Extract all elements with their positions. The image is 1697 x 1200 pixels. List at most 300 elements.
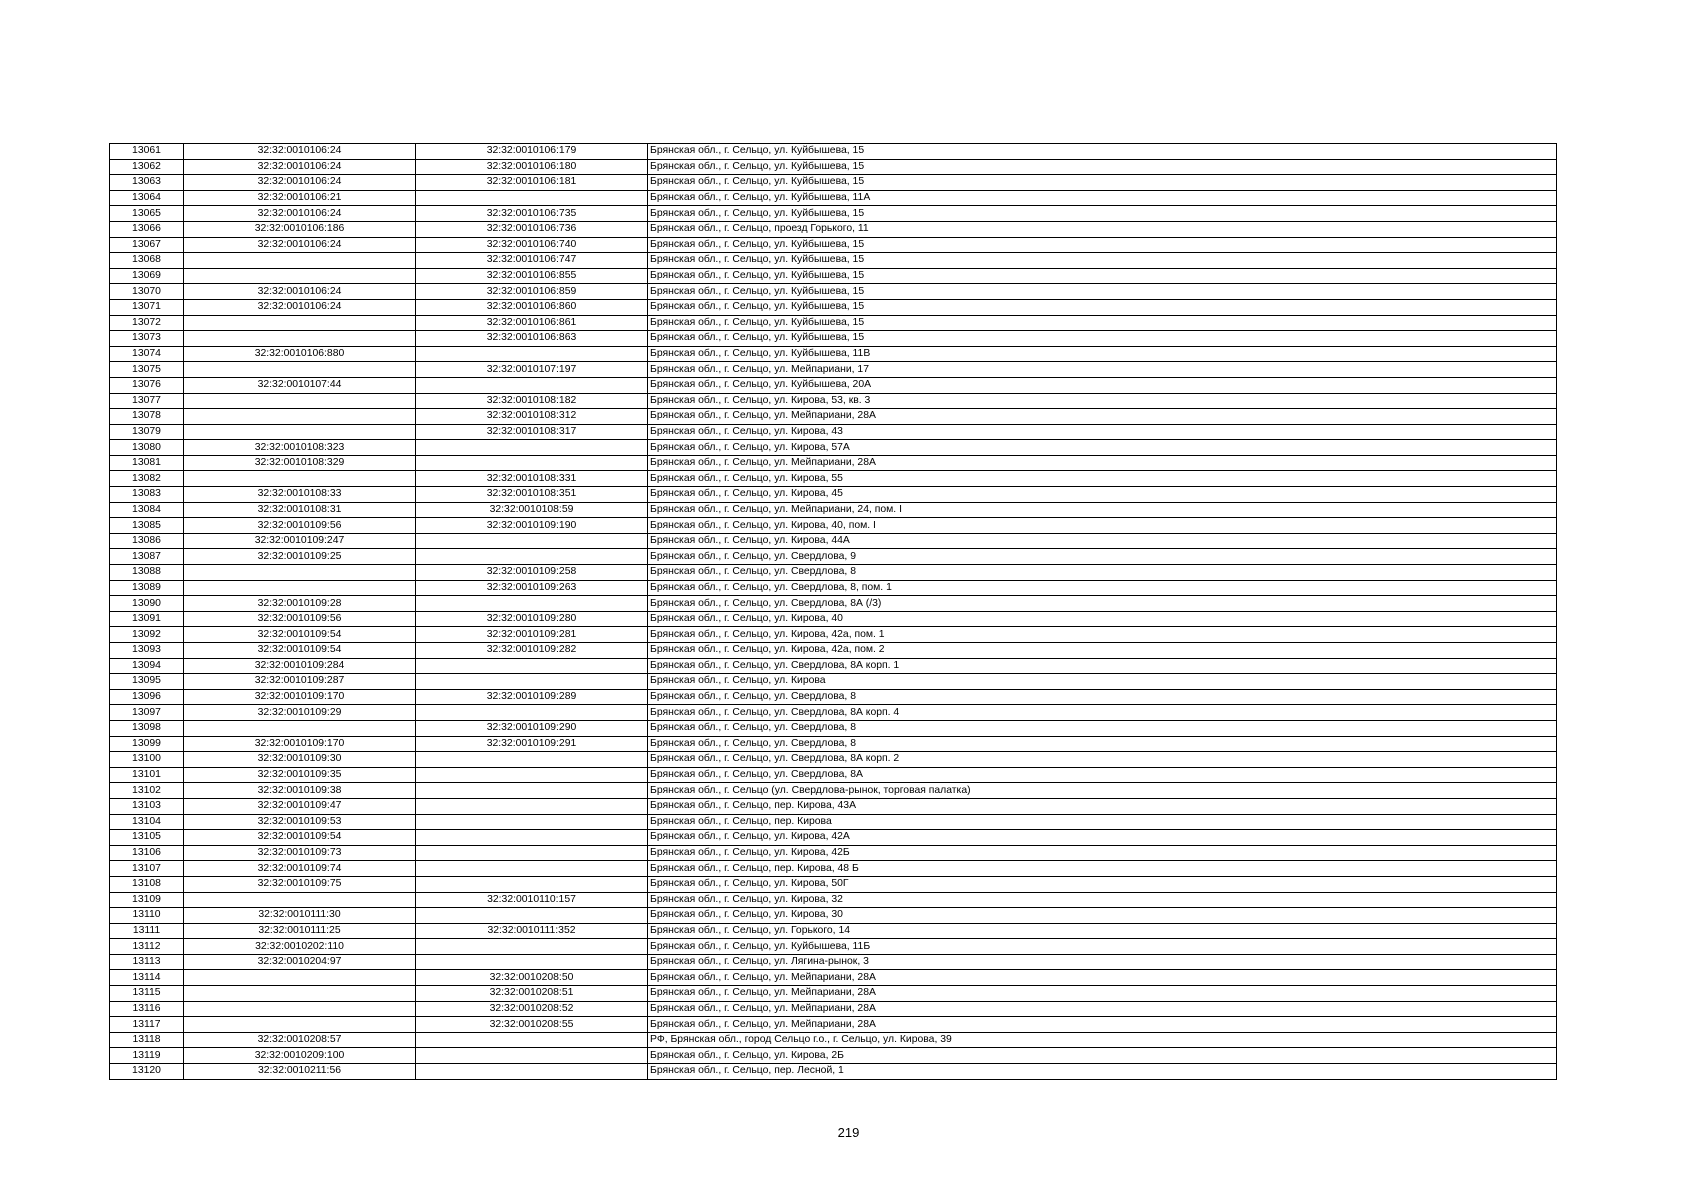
land-plot-number-cell: 32:32:0010108:31 bbox=[184, 502, 416, 518]
address-cell: Брянская обл., г. Сельцо, ул. Куйбышева, 15 bbox=[648, 159, 1557, 175]
address-cell: Брянская обл., г. Сельцо, ул. Кирова, 45 bbox=[648, 487, 1557, 503]
object-number-cell: 32:32:0010109:281 bbox=[416, 627, 648, 643]
address-cell: Брянская обл., г. Сельцо, ул. Куйбышева, 11В bbox=[648, 346, 1557, 362]
land-plot-number-cell: 32:32:0010109:54 bbox=[184, 643, 416, 659]
land-plot-number-cell: 32:32:0010109:28 bbox=[184, 596, 416, 612]
object-number-cell: 32:32:0010108:312 bbox=[416, 409, 648, 425]
table-row bbox=[110, 845, 1557, 861]
land-plot-number-cell: 32:32:0010108:329 bbox=[184, 455, 416, 471]
object-number-cell: 32:32:0010106:181 bbox=[416, 175, 648, 191]
row-number-cell: 13079 bbox=[110, 424, 184, 440]
table-row bbox=[110, 674, 1557, 690]
row-number-cell: 13077 bbox=[110, 393, 184, 409]
object-number-cell: 32:32:0010107:197 bbox=[416, 362, 648, 378]
table-row bbox=[110, 487, 1557, 503]
land-plot-number-cell: 32:32:0010109:247 bbox=[184, 533, 416, 549]
land-plot-number-cell: 32:32:0010111:30 bbox=[184, 908, 416, 924]
land-plot-number-cell bbox=[184, 580, 416, 596]
object-number-cell: 32:32:0010106:180 bbox=[416, 159, 648, 175]
land-plot-number-cell bbox=[184, 986, 416, 1002]
land-plot-number-cell: 32:32:0010204:97 bbox=[184, 954, 416, 970]
object-number-cell bbox=[416, 767, 648, 783]
row-number-cell: 13083 bbox=[110, 487, 184, 503]
table-row bbox=[110, 1048, 1557, 1064]
table-row bbox=[110, 1064, 1557, 1080]
row-number-cell: 13065 bbox=[110, 206, 184, 222]
table-row bbox=[110, 783, 1557, 799]
object-number-cell: 32:32:0010106:863 bbox=[416, 331, 648, 347]
table-row bbox=[110, 424, 1557, 440]
address-cell: Брянская обл., г. Сельцо, ул. Горького, 14 bbox=[648, 923, 1557, 939]
row-number-cell: 13107 bbox=[110, 861, 184, 877]
object-number-cell: 32:32:0010108:331 bbox=[416, 471, 648, 487]
object-number-cell: 32:32:0010109:291 bbox=[416, 736, 648, 752]
table-row bbox=[110, 409, 1557, 425]
land-plot-number-cell: 32:32:0010208:57 bbox=[184, 1032, 416, 1048]
land-plot-number-cell: 32:32:0010106:880 bbox=[184, 346, 416, 362]
row-number-cell: 13071 bbox=[110, 299, 184, 315]
object-number-cell: 32:32:0010109:290 bbox=[416, 720, 648, 736]
land-plot-number-cell: 32:32:0010106:24 bbox=[184, 175, 416, 191]
object-number-cell: 32:32:0010106:736 bbox=[416, 221, 648, 237]
address-cell: Брянская обл., г. Сельцо, ул. Свердлова, 8 bbox=[648, 565, 1557, 581]
table-row bbox=[110, 533, 1557, 549]
land-plot-number-cell: 32:32:0010109:56 bbox=[184, 518, 416, 534]
table-row bbox=[110, 814, 1557, 830]
row-number-cell: 13069 bbox=[110, 268, 184, 284]
row-number-cell: 13062 bbox=[110, 159, 184, 175]
object-number-cell: 32:32:0010109:282 bbox=[416, 643, 648, 659]
row-number-cell: 13115 bbox=[110, 986, 184, 1002]
address-cell: Брянская обл., г. Сельцо, ул. Свердлова, 8 bbox=[648, 689, 1557, 705]
address-cell: Брянская обл., г. Сельцо, ул. Кирова, 42А bbox=[648, 830, 1557, 846]
land-plot-number-cell: 32:32:0010108:323 bbox=[184, 440, 416, 456]
address-cell: Брянская обл., г. Сельцо, ул. Куйбышева, 15 bbox=[648, 175, 1557, 191]
land-plot-number-cell: 32:32:0010109:30 bbox=[184, 752, 416, 768]
table-row bbox=[110, 331, 1557, 347]
object-number-cell bbox=[416, 346, 648, 362]
object-number-cell: 32:32:0010108:182 bbox=[416, 393, 648, 409]
row-number-cell: 13085 bbox=[110, 518, 184, 534]
address-cell: Брянская обл., г. Сельцо, ул. Кирова, 40 bbox=[648, 611, 1557, 627]
land-plot-number-cell: 32:32:0010109:74 bbox=[184, 861, 416, 877]
land-plot-number-cell: 32:32:0010109:73 bbox=[184, 845, 416, 861]
object-number-cell bbox=[416, 798, 648, 814]
object-number-cell: 32:32:0010208:55 bbox=[416, 1017, 648, 1033]
object-number-cell bbox=[416, 596, 648, 612]
object-number-cell: 32:32:0010208:51 bbox=[416, 986, 648, 1002]
address-cell: Брянская обл., г. Сельцо, ул. Мейпариани, 28А bbox=[648, 970, 1557, 986]
land-plot-number-cell: 32:32:0010211:56 bbox=[184, 1064, 416, 1080]
object-number-cell: 32:32:0010108:59 bbox=[416, 502, 648, 518]
land-plot-number-cell: 32:32:0010106:24 bbox=[184, 237, 416, 253]
table-row bbox=[110, 315, 1557, 331]
table-row bbox=[110, 284, 1557, 300]
address-cell: Брянская обл., г. Сельцо, ул. Мейпариани, 17 bbox=[648, 362, 1557, 378]
land-plot-number-cell bbox=[184, 331, 416, 347]
object-number-cell bbox=[416, 674, 648, 690]
row-number-cell: 13103 bbox=[110, 798, 184, 814]
address-cell: Брянская обл., г. Сельцо, ул. Кирова, 57А bbox=[648, 440, 1557, 456]
registry-table bbox=[109, 143, 1557, 1080]
table-row bbox=[110, 393, 1557, 409]
address-cell: Брянская обл., г. Сельцо, ул. Куйбышева, 15 bbox=[648, 206, 1557, 222]
table-row bbox=[110, 736, 1557, 752]
table-row bbox=[110, 175, 1557, 191]
row-number-cell: 13088 bbox=[110, 565, 184, 581]
object-number-cell: 32:32:0010106:740 bbox=[416, 237, 648, 253]
land-plot-number-cell: 32:32:0010202:110 bbox=[184, 939, 416, 955]
land-plot-number-cell bbox=[184, 315, 416, 331]
address-cell: Брянская обл., г. Сельцо, ул. Кирова, 42а, пом. 1 bbox=[648, 627, 1557, 643]
address-cell: Брянская обл., г. Сельцо, ул. Кирова, 32 bbox=[648, 892, 1557, 908]
object-number-cell: 32:32:0010106:861 bbox=[416, 315, 648, 331]
table-row bbox=[110, 861, 1557, 877]
row-number-cell: 13089 bbox=[110, 580, 184, 596]
row-number-cell: 13118 bbox=[110, 1032, 184, 1048]
row-number-cell: 13070 bbox=[110, 284, 184, 300]
row-number-cell: 13116 bbox=[110, 1001, 184, 1017]
object-number-cell: 32:32:0010110:157 bbox=[416, 892, 648, 908]
address-cell: Брянская обл., г. Сельцо, ул. Свердлова, 8А корп. 1 bbox=[648, 658, 1557, 674]
row-number-cell: 13113 bbox=[110, 954, 184, 970]
address-cell: Брянская обл., г. Сельцо, ул. Кирова, 53, кв. 3 bbox=[648, 393, 1557, 409]
address-cell: Брянская обл., г. Сельцо, ул. Кирова, 42а, пом. 2 bbox=[648, 643, 1557, 659]
address-cell: Брянская обл., г. Сельцо, ул. Кирова, 43 bbox=[648, 424, 1557, 440]
table-row bbox=[110, 689, 1557, 705]
object-number-cell bbox=[416, 705, 648, 721]
table-row bbox=[110, 720, 1557, 736]
row-number-cell: 13104 bbox=[110, 814, 184, 830]
table-row bbox=[110, 190, 1557, 206]
object-number-cell bbox=[416, 908, 648, 924]
object-number-cell: 32:32:0010106:855 bbox=[416, 268, 648, 284]
registry-table-body bbox=[110, 144, 1557, 1080]
address-cell: Брянская обл., г. Сельцо, ул. Мейпариани, 28А bbox=[648, 986, 1557, 1002]
address-cell: Брянская обл., г. Сельцо, ул. Кирова, 42Б bbox=[648, 845, 1557, 861]
row-number-cell: 13092 bbox=[110, 627, 184, 643]
land-plot-number-cell bbox=[184, 268, 416, 284]
row-number-cell: 13105 bbox=[110, 830, 184, 846]
object-number-cell bbox=[416, 533, 648, 549]
address-cell: Брянская обл., г. Сельцо, ул. Свердлова, 8 bbox=[648, 720, 1557, 736]
row-number-cell: 13084 bbox=[110, 502, 184, 518]
land-plot-number-cell: 32:32:0010109:54 bbox=[184, 830, 416, 846]
land-plot-number-cell: 32:32:0010109:75 bbox=[184, 876, 416, 892]
row-number-cell: 13087 bbox=[110, 549, 184, 565]
object-number-cell bbox=[416, 783, 648, 799]
object-number-cell bbox=[416, 830, 648, 846]
table-row bbox=[110, 908, 1557, 924]
land-plot-number-cell: 32:32:0010106:24 bbox=[184, 144, 416, 160]
row-number-cell: 13097 bbox=[110, 705, 184, 721]
object-number-cell bbox=[416, 1032, 648, 1048]
object-number-cell: 32:32:0010208:50 bbox=[416, 970, 648, 986]
address-cell: Брянская обл., г. Сельцо, пер. Лесной, 1 bbox=[648, 1064, 1557, 1080]
table-row bbox=[110, 580, 1557, 596]
object-number-cell bbox=[416, 440, 648, 456]
land-plot-number-cell: 32:32:0010106:24 bbox=[184, 284, 416, 300]
table-row bbox=[110, 565, 1557, 581]
object-number-cell bbox=[416, 549, 648, 565]
object-number-cell: 32:32:0010109:258 bbox=[416, 565, 648, 581]
land-plot-number-cell: 32:32:0010106:21 bbox=[184, 190, 416, 206]
address-cell: Брянская обл., г. Сельцо, ул. Кирова, 55 bbox=[648, 471, 1557, 487]
table-row bbox=[110, 268, 1557, 284]
address-cell: Брянская обл., г. Сельцо, ул. Мейпариани, 28А bbox=[648, 409, 1557, 425]
row-number-cell: 13098 bbox=[110, 720, 184, 736]
row-number-cell: 13100 bbox=[110, 752, 184, 768]
address-cell: Брянская обл., г. Сельцо, ул. Мейпариани, 28А bbox=[648, 455, 1557, 471]
object-number-cell bbox=[416, 190, 648, 206]
object-number-cell bbox=[416, 1048, 648, 1064]
land-plot-number-cell: 32:32:0010109:29 bbox=[184, 705, 416, 721]
address-cell: Брянская обл., г. Сельцо, ул. Куйбышева, 15 bbox=[648, 299, 1557, 315]
page-number: 219 bbox=[837, 1125, 860, 1140]
land-plot-number-cell bbox=[184, 471, 416, 487]
address-cell: РФ, Брянская обл., город Сельцо г.о., г. Сельцо, ул. Кирова, 39 bbox=[648, 1032, 1557, 1048]
row-number-cell: 13075 bbox=[110, 362, 184, 378]
object-number-cell: 32:32:0010108:317 bbox=[416, 424, 648, 440]
land-plot-number-cell: 32:32:0010106:24 bbox=[184, 299, 416, 315]
table-row bbox=[110, 159, 1557, 175]
row-number-cell: 13061 bbox=[110, 144, 184, 160]
object-number-cell: 32:32:0010108:351 bbox=[416, 487, 648, 503]
row-number-cell: 13091 bbox=[110, 611, 184, 627]
land-plot-number-cell: 32:32:0010109:35 bbox=[184, 767, 416, 783]
land-plot-number-cell bbox=[184, 253, 416, 269]
table-row bbox=[110, 221, 1557, 237]
address-cell: Брянская обл., г. Сельцо, ул. Куйбышева, 15 bbox=[648, 253, 1557, 269]
table-row bbox=[110, 1017, 1557, 1033]
address-cell: Брянская обл., г. Сельцо, пер. Кирова, 43А bbox=[648, 798, 1557, 814]
address-cell: Брянская обл., г. Сельцо, ул. Куйбышева, 15 bbox=[648, 144, 1557, 160]
table-row bbox=[110, 627, 1557, 643]
land-plot-number-cell: 32:32:0010109:287 bbox=[184, 674, 416, 690]
object-number-cell: 32:32:0010109:280 bbox=[416, 611, 648, 627]
row-number-cell: 13080 bbox=[110, 440, 184, 456]
object-number-cell: 32:32:0010109:289 bbox=[416, 689, 648, 705]
row-number-cell: 13066 bbox=[110, 221, 184, 237]
table-row bbox=[110, 798, 1557, 814]
table-row bbox=[110, 549, 1557, 565]
object-number-cell bbox=[416, 939, 648, 955]
land-plot-number-cell: 32:32:0010109:54 bbox=[184, 627, 416, 643]
table-row bbox=[110, 502, 1557, 518]
row-number-cell: 13093 bbox=[110, 643, 184, 659]
row-number-cell: 13086 bbox=[110, 533, 184, 549]
address-cell: Брянская обл., г. Сельцо, ул. Свердлова, 8А корп. 4 bbox=[648, 705, 1557, 721]
table-row bbox=[110, 939, 1557, 955]
land-plot-number-cell bbox=[184, 1017, 416, 1033]
row-number-cell: 13094 bbox=[110, 658, 184, 674]
address-cell: Брянская обл., г. Сельцо, ул. Куйбышева, 15 bbox=[648, 237, 1557, 253]
row-number-cell: 13102 bbox=[110, 783, 184, 799]
row-number-cell: 13090 bbox=[110, 596, 184, 612]
row-number-cell: 13114 bbox=[110, 970, 184, 986]
table-row bbox=[110, 377, 1557, 393]
address-cell: Брянская обл., г. Сельцо, ул. Свердлова, 8А (/3) bbox=[648, 596, 1557, 612]
object-number-cell: 32:32:0010111:352 bbox=[416, 923, 648, 939]
address-cell: Брянская обл., г. Сельцо, ул. Кирова, 2Б bbox=[648, 1048, 1557, 1064]
object-number-cell bbox=[416, 455, 648, 471]
row-number-cell: 13110 bbox=[110, 908, 184, 924]
address-cell: Брянская обл., г. Сельцо, ул. Куйбышева, 15 bbox=[648, 284, 1557, 300]
address-cell: Брянская обл., г. Сельцо, ул. Кирова bbox=[648, 674, 1557, 690]
table-row bbox=[110, 518, 1557, 534]
object-number-cell bbox=[416, 752, 648, 768]
table-row bbox=[110, 1032, 1557, 1048]
row-number-cell: 13081 bbox=[110, 455, 184, 471]
object-number-cell bbox=[416, 861, 648, 877]
land-plot-number-cell bbox=[184, 565, 416, 581]
address-cell: Брянская обл., г. Сельцо, ул. Свердлова, 8, пом. 1 bbox=[648, 580, 1557, 596]
table-row bbox=[110, 237, 1557, 253]
address-cell: Брянская обл., г. Сельцо, пер. Кирова bbox=[648, 814, 1557, 830]
table-row bbox=[110, 923, 1557, 939]
row-number-cell: 13101 bbox=[110, 767, 184, 783]
address-cell: Брянская обл., г. Сельцо, ул. Куйбышева, 11Б bbox=[648, 939, 1557, 955]
object-number-cell: 32:32:0010106:747 bbox=[416, 253, 648, 269]
table-row bbox=[110, 767, 1557, 783]
table-row bbox=[110, 471, 1557, 487]
address-cell: Брянская обл., г. Сельцо, ул. Кирова, 40, пом. I bbox=[648, 518, 1557, 534]
address-cell: Брянская обл., г. Сельцо, ул. Куйбышева, 11А bbox=[648, 190, 1557, 206]
row-number-cell: 13064 bbox=[110, 190, 184, 206]
address-cell: Брянская обл., г. Сельцо, проезд Горького, 11 bbox=[648, 221, 1557, 237]
land-plot-number-cell bbox=[184, 362, 416, 378]
object-number-cell bbox=[416, 845, 648, 861]
address-cell: Брянская обл., г. Сельцо, пер. Кирова, 48 Б bbox=[648, 861, 1557, 877]
table-row bbox=[110, 440, 1557, 456]
row-number-cell: 13099 bbox=[110, 736, 184, 752]
address-cell: Брянская обл., г. Сельцо, ул. Свердлова, 8А bbox=[648, 767, 1557, 783]
land-plot-number-cell: 32:32:0010109:56 bbox=[184, 611, 416, 627]
table-row bbox=[110, 144, 1557, 160]
table-row bbox=[110, 206, 1557, 222]
land-plot-number-cell: 32:32:0010106:24 bbox=[184, 159, 416, 175]
table-row bbox=[110, 830, 1557, 846]
table-row bbox=[110, 970, 1557, 986]
object-number-cell bbox=[416, 954, 648, 970]
land-plot-number-cell: 32:32:0010107:44 bbox=[184, 377, 416, 393]
address-cell: Брянская обл., г. Сельцо, ул. Мейпариани, 28А bbox=[648, 1001, 1557, 1017]
address-cell: Брянская обл., г. Сельцо, ул. Кирова, 30 bbox=[648, 908, 1557, 924]
row-number-cell: 13067 bbox=[110, 237, 184, 253]
row-number-cell: 13120 bbox=[110, 1064, 184, 1080]
object-number-cell: 32:32:0010106:860 bbox=[416, 299, 648, 315]
land-plot-number-cell: 32:32:0010109:170 bbox=[184, 736, 416, 752]
land-plot-number-cell: 32:32:0010108:33 bbox=[184, 487, 416, 503]
table-row bbox=[110, 643, 1557, 659]
address-cell: Брянская обл., г. Сельцо (ул. Свердлова-рынок, торговая палатка) bbox=[648, 783, 1557, 799]
table-row bbox=[110, 752, 1557, 768]
table-row bbox=[110, 455, 1557, 471]
land-plot-number-cell bbox=[184, 393, 416, 409]
row-number-cell: 13108 bbox=[110, 876, 184, 892]
address-cell: Брянская обл., г. Сельцо, ул. Свердлова, 8 bbox=[648, 736, 1557, 752]
object-number-cell bbox=[416, 814, 648, 830]
land-plot-number-cell bbox=[184, 970, 416, 986]
row-number-cell: 13109 bbox=[110, 892, 184, 908]
object-number-cell: 32:32:0010109:190 bbox=[416, 518, 648, 534]
land-plot-number-cell: 32:32:0010109:25 bbox=[184, 549, 416, 565]
row-number-cell: 13078 bbox=[110, 409, 184, 425]
table-row bbox=[110, 876, 1557, 892]
object-number-cell bbox=[416, 658, 648, 674]
table-row bbox=[110, 596, 1557, 612]
land-plot-number-cell: 32:32:0010109:53 bbox=[184, 814, 416, 830]
land-plot-number-cell bbox=[184, 892, 416, 908]
address-cell: Брянская обл., г. Сельцо, ул. Куйбышева, 20А bbox=[648, 377, 1557, 393]
row-number-cell: 13076 bbox=[110, 377, 184, 393]
row-number-cell: 13068 bbox=[110, 253, 184, 269]
row-number-cell: 13096 bbox=[110, 689, 184, 705]
address-cell: Брянская обл., г. Сельцо, ул. Свердлова, 8А корп. 2 bbox=[648, 752, 1557, 768]
object-number-cell: 32:32:0010106:859 bbox=[416, 284, 648, 300]
land-plot-number-cell: 32:32:0010109:47 bbox=[184, 798, 416, 814]
address-cell: Брянская обл., г. Сельцо, ул. Куйбышева, 15 bbox=[648, 315, 1557, 331]
land-plot-number-cell: 32:32:0010111:25 bbox=[184, 923, 416, 939]
address-cell: Брянская обл., г. Сельцо, ул. Мейпариани, 24, пом. I bbox=[648, 502, 1557, 518]
table-row bbox=[110, 299, 1557, 315]
table-row bbox=[110, 658, 1557, 674]
row-number-cell: 13072 bbox=[110, 315, 184, 331]
address-cell: Брянская обл., г. Сельцо, ул. Кирова, 44А bbox=[648, 533, 1557, 549]
address-cell: Брянская обл., г. Сельцо, ул. Мейпариани, 28А bbox=[648, 1017, 1557, 1033]
row-number-cell: 13119 bbox=[110, 1048, 184, 1064]
row-number-cell: 13095 bbox=[110, 674, 184, 690]
land-plot-number-cell bbox=[184, 720, 416, 736]
row-number-cell: 13106 bbox=[110, 845, 184, 861]
address-cell: Брянская обл., г. Сельцо, ул. Куйбышева, 15 bbox=[648, 268, 1557, 284]
address-cell: Брянская обл., г. Сельцо, ул. Свердлова, 9 bbox=[648, 549, 1557, 565]
row-number-cell: 13073 bbox=[110, 331, 184, 347]
row-number-cell: 13082 bbox=[110, 471, 184, 487]
land-plot-number-cell bbox=[184, 409, 416, 425]
row-number-cell: 13111 bbox=[110, 923, 184, 939]
table-row bbox=[110, 253, 1557, 269]
land-plot-number-cell bbox=[184, 1001, 416, 1017]
table-row bbox=[110, 346, 1557, 362]
land-plot-number-cell: 32:32:0010109:284 bbox=[184, 658, 416, 674]
land-plot-number-cell: 32:32:0010109:38 bbox=[184, 783, 416, 799]
land-plot-number-cell: 32:32:0010109:170 bbox=[184, 689, 416, 705]
object-number-cell bbox=[416, 377, 648, 393]
object-number-cell: 32:32:0010109:263 bbox=[416, 580, 648, 596]
address-cell: Брянская обл., г. Сельцо, ул. Куйбышева, 15 bbox=[648, 331, 1557, 347]
land-plot-number-cell: 32:32:0010106:186 bbox=[184, 221, 416, 237]
table-row bbox=[110, 986, 1557, 1002]
table-row bbox=[110, 362, 1557, 378]
address-cell: Брянская обл., г. Сельцо, ул. Кирова, 50Г bbox=[648, 876, 1557, 892]
object-number-cell: 32:32:0010106:735 bbox=[416, 206, 648, 222]
row-number-cell: 13074 bbox=[110, 346, 184, 362]
table-row bbox=[110, 705, 1557, 721]
address-cell: Брянская обл., г. Сельцо, ул. Лягина-рынок, 3 bbox=[648, 954, 1557, 970]
object-number-cell: 32:32:0010106:179 bbox=[416, 144, 648, 160]
object-number-cell bbox=[416, 876, 648, 892]
table-row bbox=[110, 1001, 1557, 1017]
table-row bbox=[110, 611, 1557, 627]
land-plot-number-cell bbox=[184, 424, 416, 440]
row-number-cell: 13063 bbox=[110, 175, 184, 191]
land-plot-number-cell: 32:32:0010209:100 bbox=[184, 1048, 416, 1064]
land-plot-number-cell: 32:32:0010106:24 bbox=[184, 206, 416, 222]
row-number-cell: 13112 bbox=[110, 939, 184, 955]
object-number-cell: 32:32:0010208:52 bbox=[416, 1001, 648, 1017]
table-row bbox=[110, 954, 1557, 970]
